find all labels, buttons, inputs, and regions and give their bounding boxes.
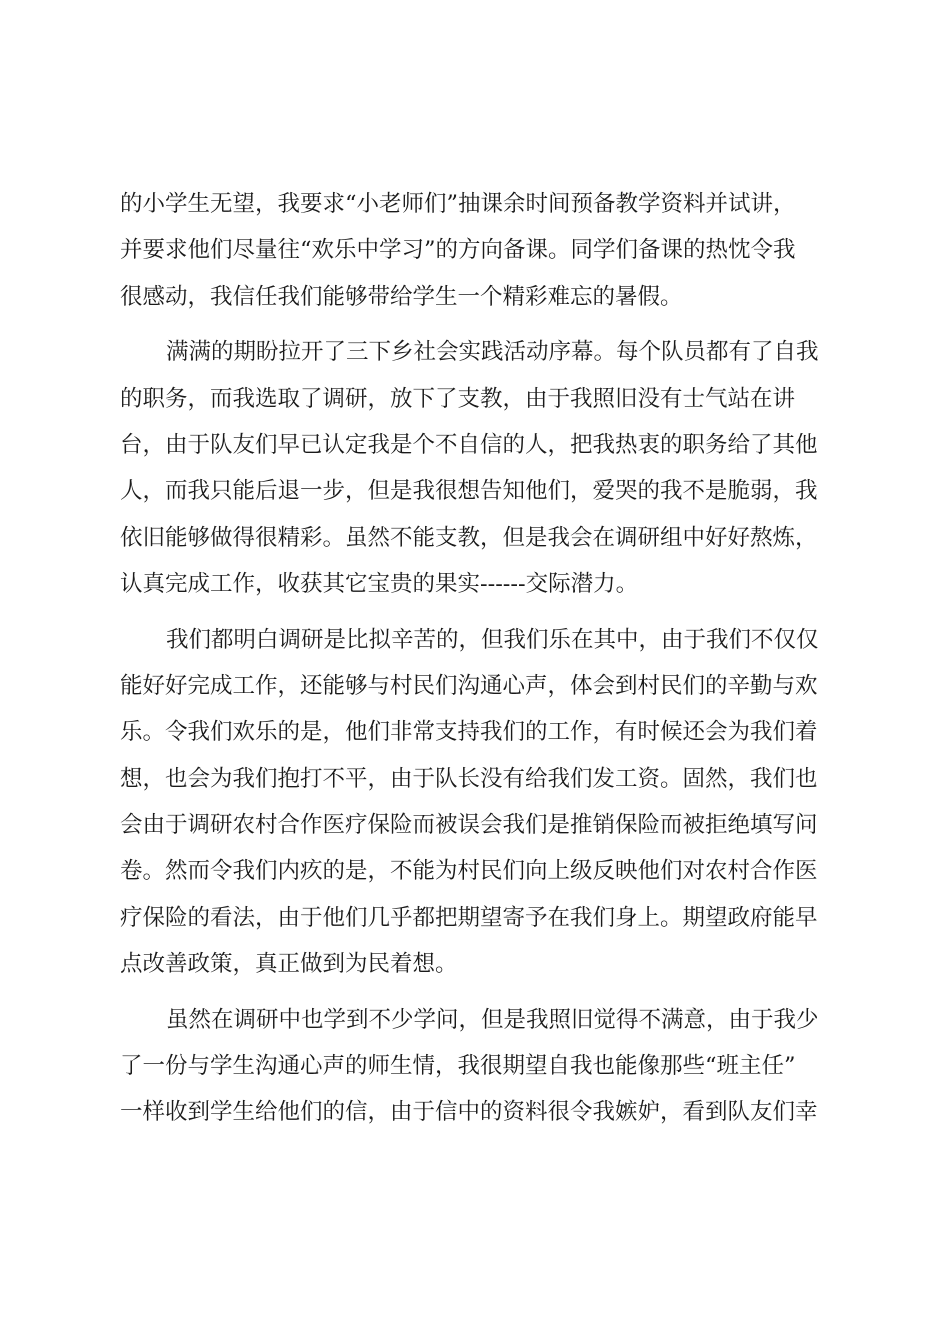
text-line: 想，也会为我们抱打不平，由于队长没有给我们发工资。固然，我们也 — [120, 765, 818, 792]
paragraph-3 — [120, 617, 832, 988]
text-line: 依旧能够做得很精彩。虽然不能支教，但是我会在调研组中好好熬炼， — [120, 524, 818, 551]
text-line: 虽然在调研中也学到不少学问，但是我照旧觉得不满意，由于我少 — [166, 1006, 819, 1033]
text-line: 很感动，我信任我们能够带给学生一个精彩难忘的暑假。 — [120, 283, 683, 310]
paragraph-1 — [120, 181, 832, 320]
text-line: 一样收到学生给他们的信，由于信中的资料很令我嫉妒，看到队友们幸 — [120, 1099, 818, 1126]
paragraph-4 — [120, 997, 832, 1136]
paragraph-2 — [120, 329, 832, 607]
text-line: 的职务，而我选取了调研，放下了支教，由于我照旧没有士气站在讲 — [120, 385, 796, 412]
text-line: 乐。令我们欢乐的是，他们非常支持我们的工作，有时候还会为我们着 — [120, 719, 818, 746]
text-line: 卷。然而令我们内疚的是，不能为村民们向上级反映他们对农村合作医 — [120, 858, 818, 885]
text-line: 会由于调研农村合作医疗保险而被误会我们是推销保险而被拒绝填写问 — [120, 812, 818, 839]
text-line: 了一份与学生沟通心声的师生情，我很期望自我也能像那些“班主任” — [120, 1053, 796, 1080]
text-line: 台，由于队友们早已认定我是个不自信的人，把我热衷的职务给了其他 — [120, 431, 818, 458]
text-line: 能好好完成工作，还能够与村民们沟通心声，体会到村民们的辛勤与欢 — [120, 672, 818, 699]
text-line: 并要求他们尽量往“欢乐中学习”的方向备课。同学们备课的热忱令我 — [120, 237, 796, 264]
document-body — [120, 181, 832, 1136]
text-line: 人，而我只能后退一步，但是我很想告知他们，爱哭的我不是脆弱，我 — [120, 478, 818, 505]
text-line: 认真完成工作，收获其它宝贵的果实------交际潜力。 — [120, 571, 639, 598]
text-line: 点改善政策，真正做到为民着想。 — [120, 951, 458, 978]
text-line: 疗保险的看法，由于他们几乎都把期望寄予在我们身上。期望政府能早 — [120, 904, 818, 931]
text-line: 的小学生无望，我要求“小老师们”抽课余时间预备教学资料并试讲， — [120, 191, 796, 217]
text-line: 我们都明白调研是比拟辛苦的，但我们乐在其中，由于我们不仅仅 — [166, 626, 819, 653]
text-line: 满满的期盼拉开了三下乡社会实践活动序幕。每个队员都有了自我 — [166, 339, 819, 366]
